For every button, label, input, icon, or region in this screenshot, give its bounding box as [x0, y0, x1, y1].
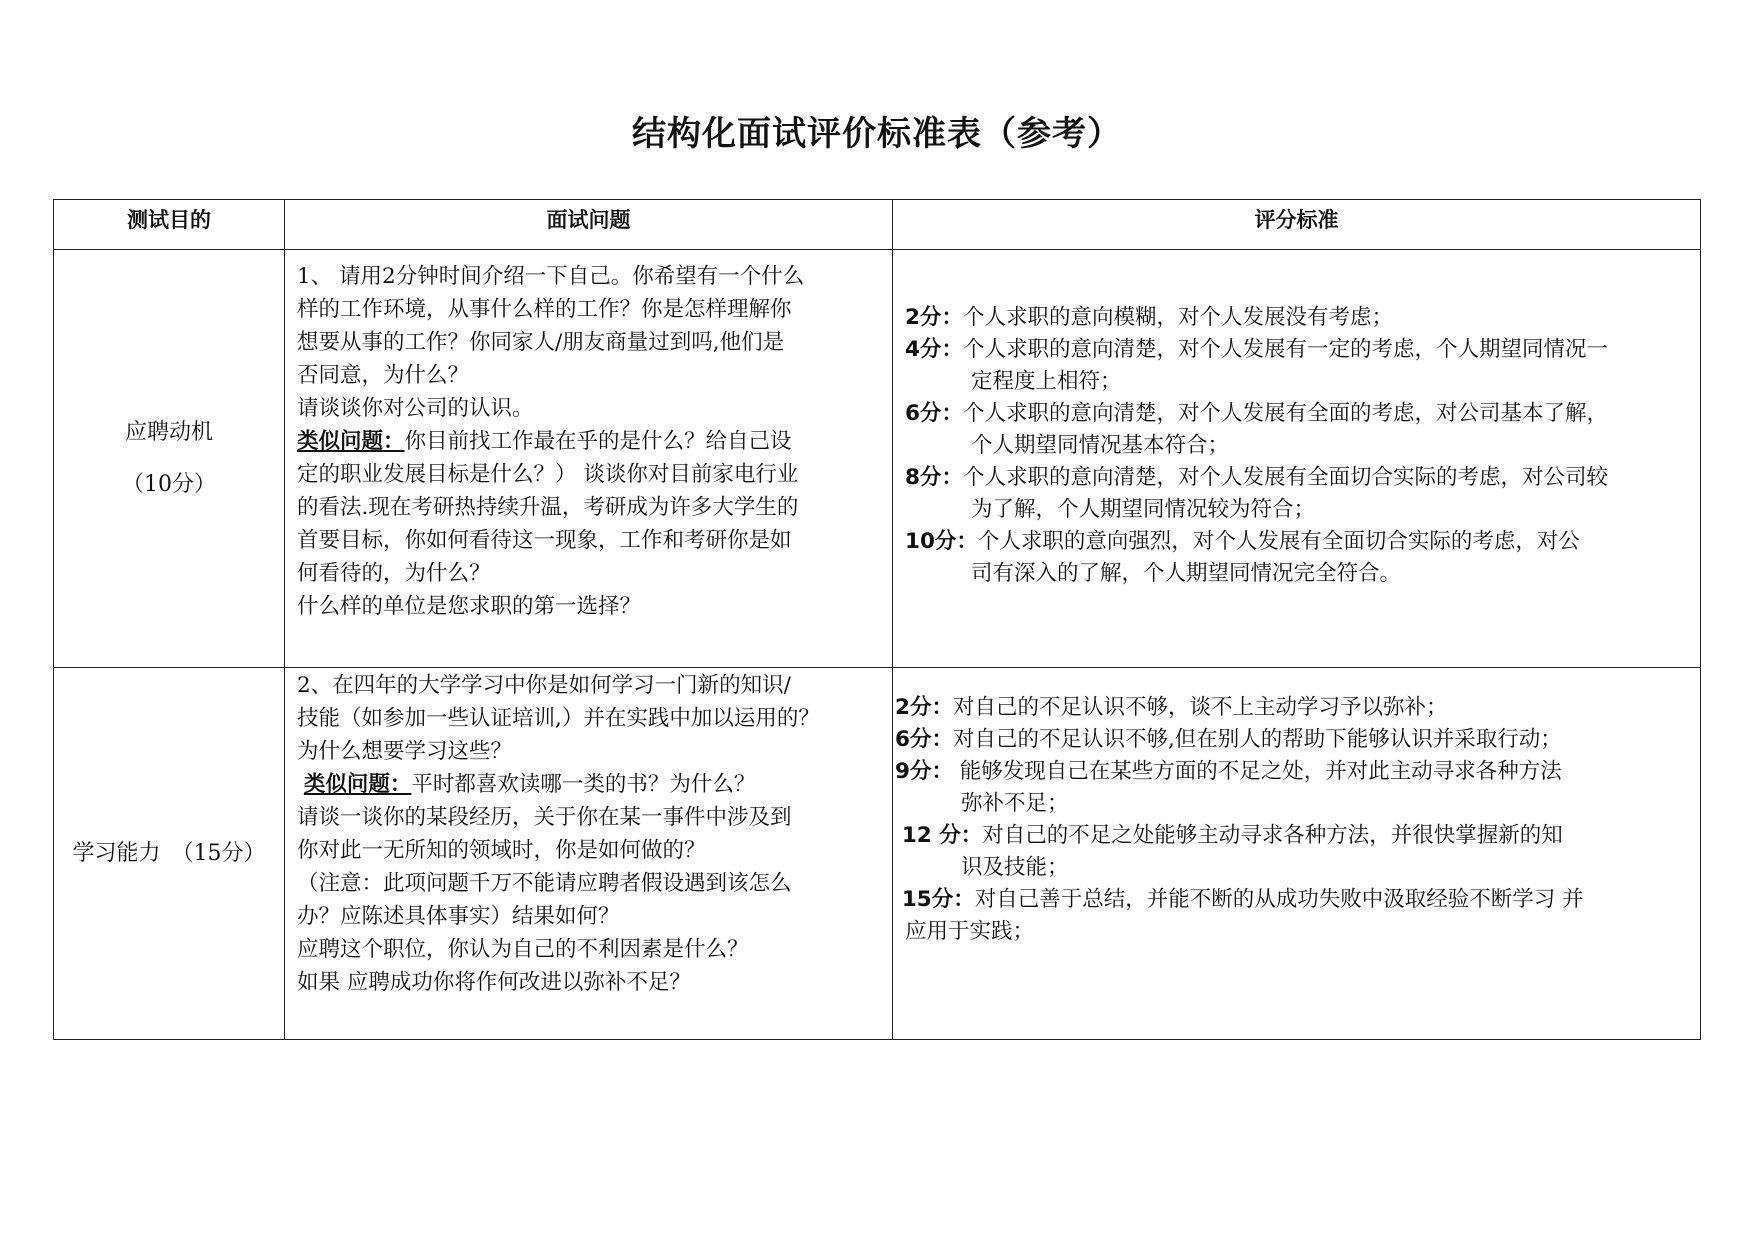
criteria-text: 个人求职的意向清楚，对个人发展有全面切合实际的考虑，对公司较 [962, 465, 1608, 490]
criteria-text: 个人求职的意向清楚，对个人发展有一定的考虑，个人期望同情况一 [962, 337, 1608, 362]
criteria-score: 6分： [905, 401, 963, 426]
question-line: 何看待的，为什么？ [297, 561, 491, 586]
question-line: 首要目标，你如何看待这一现象，工作和考研你是如 [297, 528, 792, 553]
criteria-item [905, 334, 1700, 366]
question-line: 2、在四年的大学学习中你是如何学习一门新的知识/ [297, 673, 791, 698]
question-line: 定的职业发展目标是什么？） 谈谈你对目前家电行业 [297, 462, 799, 487]
purpose-points: （10分） [122, 471, 216, 497]
criteria-text: 个人求职的意向模糊，对个人发展没有考虑； [962, 305, 1393, 330]
question-line: 为什么想要学习这些？ [297, 739, 513, 764]
criteria-item [905, 302, 1700, 334]
question-line: 办？应陈述具体事实）结果如何？ [297, 904, 620, 929]
criteria-score: 8分： [905, 465, 963, 490]
purpose-name: 应聘动机 [124, 419, 213, 445]
criteria-item [905, 526, 1700, 558]
question-line: 技能（如参加一些认证培训,）并在实践中加以运用的？ [297, 706, 820, 731]
criteria-text: 个人求职的意向清楚，对个人发展有全面的考虑，对公司基本了解， [962, 401, 1608, 426]
criteria-item [895, 724, 1700, 756]
criteria-cell [893, 668, 1701, 1040]
criteria-continuation: 弥补不足； [961, 791, 1069, 816]
criteria-item [895, 692, 1700, 724]
similar-question-label: 类似问题： [297, 429, 405, 454]
similar-question-line [297, 768, 892, 801]
criteria-item [895, 820, 1700, 852]
criteria-continuation: 为了解，个人期望同情况较为符合； [971, 497, 1316, 522]
question-line: 1、 请用2分钟时间介绍一下自己。你希望有一个什么 [297, 264, 805, 289]
table-row-motivation [54, 250, 1701, 668]
header-questions: 面试问题 [285, 200, 893, 250]
criteria-continuation: 司有深入的了解，个人期望同情况完全符合。 [971, 561, 1402, 586]
criteria-continuation: 应用于实践； [905, 919, 1035, 944]
criteria-text: 能够发现自己在某些方面的不足之处，并对此主动寻求各种方法 [952, 759, 1562, 784]
similar-question-label: 类似问题： [303, 772, 412, 797]
criteria-item [895, 884, 1700, 916]
question-line: 如果 应聘成功你将作何改进以弥补不足？ [297, 970, 691, 995]
table-header-row [54, 200, 1701, 250]
similar-question-line [297, 425, 892, 458]
criteria-item [905, 398, 1700, 430]
criteria-score: 9分： [895, 759, 953, 784]
purpose-cell [54, 250, 285, 668]
question-line: 想要从事的工作？你同家人/朋友商量过到吗,他们是 [297, 330, 785, 355]
criteria-continuation: 个人期望同情况基本符合； [971, 433, 1230, 458]
question-line: 的看法.现在考研热持续升温，考研成为许多大学生的 [297, 495, 799, 520]
header-purpose: 测试目的 [54, 200, 285, 250]
criteria-text: 对自己的不足认识不够,但在别人的帮助下能够认识并采取行动； [952, 727, 1562, 752]
page-title: 结构化面试评价标准表（参考） [632, 114, 1122, 154]
question-line: 样的工作环境，从事什么样的工作？你是怎样理解你 [297, 297, 792, 322]
criteria-score: 6分： [895, 727, 953, 752]
question-line: 什么样的单位是您求职的第一选择？ [297, 594, 642, 619]
criteria-score: 2分： [895, 695, 953, 720]
question-line: 你对此一无所知的领域时，你是如何做的？ [297, 838, 706, 863]
purpose-cell [54, 668, 285, 1040]
question-line: 请谈一谈你的某段经历，关于你在某一事件中涉及到 [297, 805, 792, 830]
similar-question-text: 你目前找工作最在乎的是什么？给自己设 [404, 429, 792, 454]
criteria-score: 2分： [905, 305, 963, 330]
criteria-item [895, 756, 1700, 788]
evaluation-table [53, 199, 1701, 1040]
purpose-name: 学习能力 （15分） [72, 840, 266, 866]
criteria-cell [893, 250, 1701, 668]
criteria-item [905, 462, 1700, 494]
criteria-text: 个人求职的意向强烈，对个人发展有全面切合实际的考虑，对公 [977, 529, 1580, 554]
similar-question-text: 平时都喜欢读哪一类的书？为什么？ [411, 772, 756, 797]
criteria-text: 对自己的不足认识不够，谈不上主动学习予以弥补； [952, 695, 1448, 720]
criteria-continuation: 定程度上相符； [971, 369, 1122, 394]
question-line: （注意：此项问题千万不能请应聘者假设遇到该怎么 [297, 871, 792, 896]
question-line: 否同意，为什么？ [297, 363, 470, 388]
question-line: 请谈谈你对公司的认识。 [297, 396, 534, 421]
criteria-continuation: 识及技能； [961, 855, 1069, 880]
question-cell [285, 250, 893, 668]
criteria-text: 对自己的不足之处能够主动寻求各种方法，并很快掌握新的知 [982, 823, 1563, 848]
criteria-score: 12 分： [901, 823, 983, 848]
table-row-learning [54, 668, 1701, 1040]
criteria-score: 10分： [905, 529, 978, 554]
header-criteria: 评分标准 [893, 200, 1701, 250]
criteria-score: 15分： [901, 887, 975, 912]
criteria-score: 4分： [905, 337, 963, 362]
criteria-text: 对自己善于总结，并能不断的从成功失败中汲取经验不断学习 并 [974, 887, 1584, 912]
question-line: 应聘这个职位，你认为自己的不利因素是什么？ [297, 937, 749, 962]
question-cell [285, 668, 893, 1040]
